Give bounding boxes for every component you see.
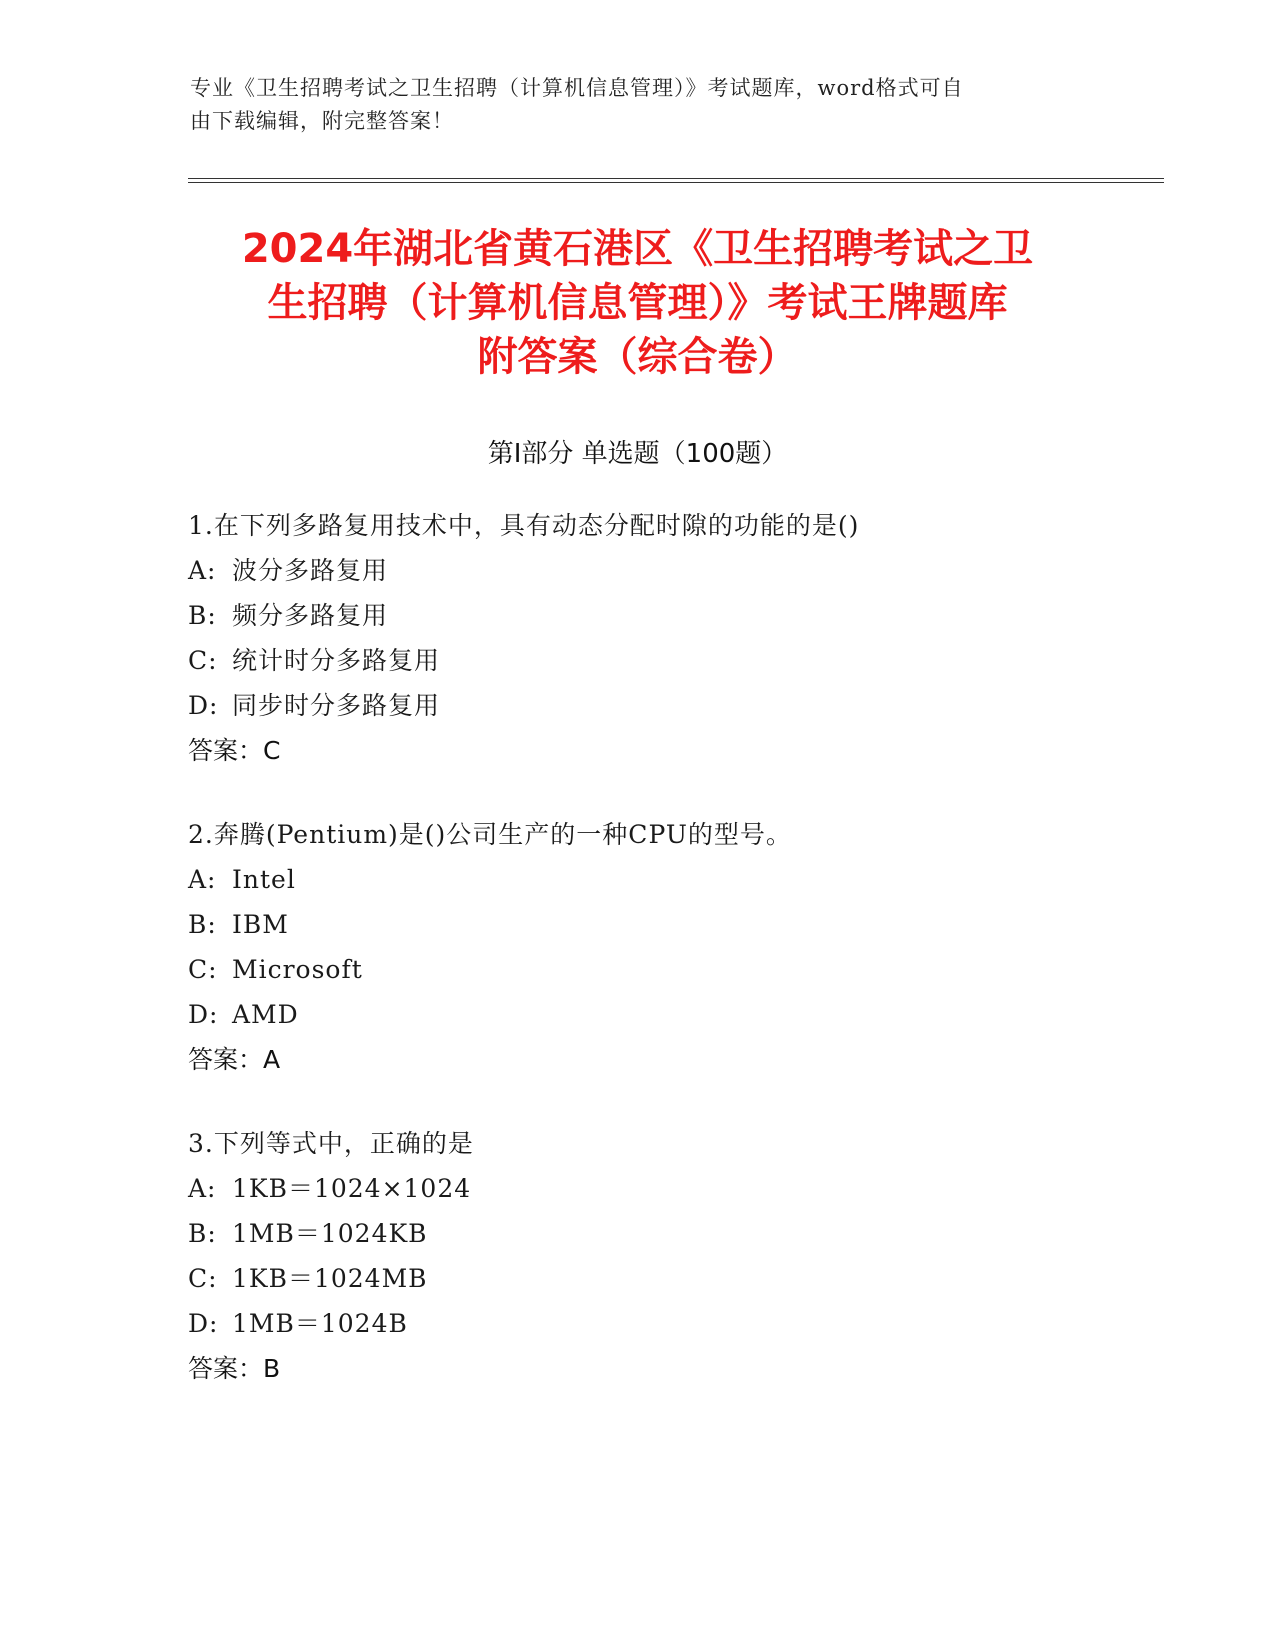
option-c: [188, 638, 1168, 683]
option-b: [188, 1211, 1168, 1256]
title-line-3: 附答案（综合卷）: [477, 334, 798, 380]
option-text: Microsoft: [232, 955, 363, 984]
option-key: A:: [188, 556, 217, 585]
option-text: 1MB＝1024KB: [232, 1219, 428, 1248]
option-key: A:: [188, 865, 217, 894]
option-text: 频分多路复用: [232, 601, 389, 630]
header-note-line-1: 专业《卫生招聘考试之卫生招聘（计算机信息管理）》考试题库，word格式可自: [190, 76, 964, 100]
option-text: 1KB＝1024MB: [232, 1264, 428, 1293]
option-d: [188, 1301, 1168, 1346]
option-key: D:: [188, 691, 219, 720]
section-heading: 第Ⅰ部分 单选题（100题）: [487, 439, 788, 469]
option-key: B:: [188, 910, 217, 939]
option-key: A:: [188, 1174, 217, 1203]
option-text: 1KB＝1024×1024: [232, 1174, 472, 1203]
option-key: B:: [188, 1219, 217, 1248]
title-line-2: 生招聘（计算机信息管理）》考试王牌题库: [267, 280, 1008, 326]
question-stem: 2.奔腾(Pentium)是()公司生产的一种CPU的型号。: [188, 820, 792, 849]
option-c: [188, 947, 1168, 992]
answer: 答案：C: [188, 736, 281, 765]
question-1: [188, 503, 1168, 773]
option-a: [188, 1166, 1168, 1211]
answer: 答案：A: [188, 1045, 281, 1074]
option-key: C:: [188, 1264, 218, 1293]
option-c: [188, 1256, 1168, 1301]
header-divider: [188, 178, 1164, 183]
header-note-line-2: 由下载编辑，附完整答案！: [190, 109, 454, 133]
option-a: [188, 857, 1168, 902]
option-key: C:: [188, 955, 218, 984]
header-note: [190, 72, 1090, 138]
option-text: 同步时分多路复用: [232, 691, 441, 720]
option-b: [188, 902, 1168, 947]
option-d: [188, 992, 1168, 1037]
answer: 答案：B: [188, 1354, 281, 1383]
option-text: IBM: [232, 910, 289, 939]
option-key: C:: [188, 646, 218, 675]
document-title: [150, 222, 1125, 384]
option-text: 波分多路复用: [232, 556, 389, 585]
question-3: [188, 1121, 1168, 1391]
option-text: 统计时分多路复用: [232, 646, 441, 675]
option-key: D:: [188, 1000, 219, 1029]
option-text: 1MB＝1024B: [232, 1309, 408, 1338]
title-line-1: 2024年湖北省黄石港区《卫生招聘考试之卫: [241, 226, 1034, 272]
option-b: [188, 593, 1168, 638]
option-key: D:: [188, 1309, 219, 1338]
option-text: AMD: [232, 1000, 299, 1029]
option-key: B:: [188, 601, 217, 630]
question-stem: 1.在下列多路复用技术中，具有动态分配时隙的功能的是(): [188, 511, 860, 540]
option-d: [188, 683, 1168, 728]
option-text: Intel: [232, 865, 296, 894]
question-2: [188, 812, 1168, 1082]
option-a: [188, 548, 1168, 593]
question-stem: 3.下列等式中，正确的是: [188, 1129, 474, 1158]
